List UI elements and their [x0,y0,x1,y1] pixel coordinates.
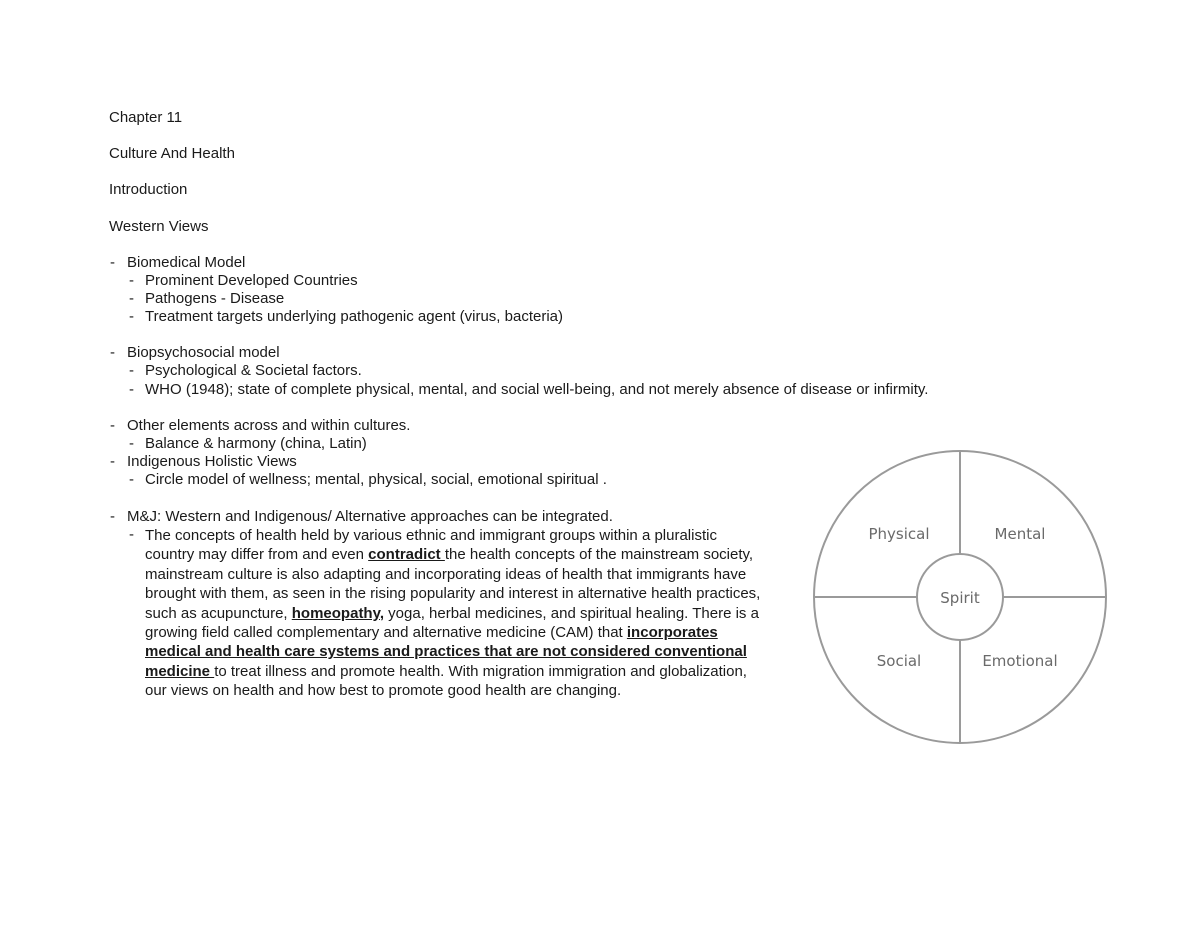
bullet-dash: - [110,417,115,434]
quadrant-label: Emotional [982,652,1058,670]
bullet-biomedical: Biomedical Model [127,254,246,271]
sub-bullet-dash: - [129,362,134,379]
emphasis-cam-definition: incorporates medical and health care systems and practices that are not considered conventional medicine [145,624,747,680]
sub-bullet-dash: - [129,272,134,289]
sub-bullet-item: Treatment targets underlying pathogenic agent (virus, bacteria) [145,308,564,325]
section-heading: Western Views [109,218,209,235]
chapter-title: Culture And Health [109,145,235,162]
sub-bullet-item: Balance & harmony (china, Latin) [145,435,367,452]
paragraph-text: to treat illness and promote health. With migration immigration and globalization, our views on health and how best to promote good health are changing. [145,662,747,700]
center-label: Spirit [940,589,980,607]
bullet-indigenous: Indigenous Holistic Views [127,453,297,470]
bullet-other: Other elements across and within cultures. [127,417,411,434]
emphasis-homeopathy: homeopathy, [291,604,384,622]
sub-bullet-item: WHO (1948); state of complete physical, mental, and social well-being, and not merely absence of disease or infirmity. [145,381,929,398]
quadrant-label: Social [876,652,922,670]
sub-bullet-item: Pathogens - Disease [145,290,285,307]
sub-bullet-dash: - [129,381,134,398]
introduction-heading: Introduction [109,181,188,198]
sub-bullet-dash: - [129,308,134,325]
bullet-dash: - [110,254,115,271]
paragraph-text: The concepts of health held by various ethnic and immigrant groups within a pluralistic country may differ from and even [145,527,717,564]
paragraph-text: yoga, herbal medicines, and spiritual healing. There is a growing field called complementary and alternative medicine (CAM) that [145,604,759,642]
emphasis-contradict: contradict [368,546,445,564]
sub-bullet-item: Circle model of wellness; mental, physical, social, emotional spiritual . [145,471,607,488]
chapter-heading: Chapter 11 [109,109,183,126]
bullet-dash: - [110,508,115,525]
quadrant-label: Physical [868,525,930,543]
bullet-mj: M&J: Western and Indigenous/ Alternative approaches can be integrated. [127,508,613,525]
sub-bullet-dash: - [129,290,134,307]
bullet-dash: - [110,453,115,470]
sub-bullet-dash: - [129,435,134,452]
sub-bullet-item: Psychological & Societal factors. [145,362,362,379]
sub-bullet-dash: - [129,526,134,543]
quadrant-label: Mental [994,525,1046,543]
bullet-dash: - [110,344,115,361]
bullet-biopsychosocial: Biopsychosocial model [127,344,280,361]
paragraph-text: the health concepts of the mainstream society, mainstream culture is also adapting and incorporating ideas of health that immigrants have brought with them, as seen in the rising popularity and interest in alternative health practices, such as acupuncture, [145,546,761,622]
sub-bullet-dash: - [129,471,134,488]
sub-bullet-item: Prominent Developed Countries [145,272,358,289]
